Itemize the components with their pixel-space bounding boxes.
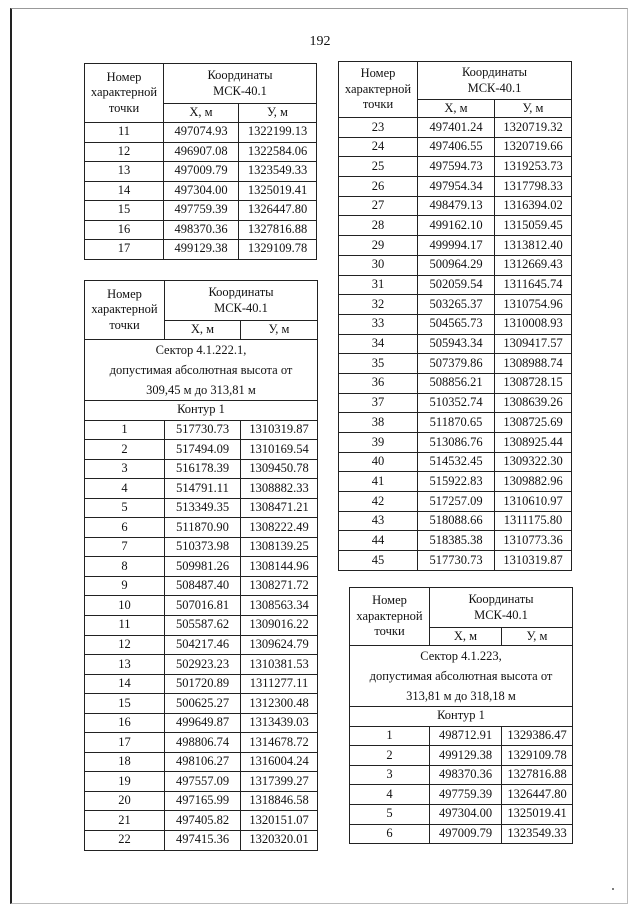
x-column-header: X, м xyxy=(165,321,241,340)
y-coordinate-cell: 1316004.24 xyxy=(241,752,318,772)
y-coordinate-cell: 1323549.33 xyxy=(502,824,573,844)
x-coordinate-cell: 497009.79 xyxy=(430,824,502,844)
y-coordinate-cell: 1323549.33 xyxy=(239,162,317,182)
y-coordinate-cell: 1327816.88 xyxy=(502,765,573,785)
point-number-cell: 34 xyxy=(339,334,418,354)
y-coordinate-cell: 1326447.80 xyxy=(502,785,573,805)
point-number-cell: 17 xyxy=(85,240,164,260)
x-coordinate-cell: 517730.73 xyxy=(165,420,241,440)
x-coordinate-cell: 497165.99 xyxy=(165,791,241,811)
x-coordinate-cell: 497594.73 xyxy=(418,157,495,177)
sector-caption xyxy=(85,340,318,401)
point-number-header: Номер характерной точки xyxy=(85,281,165,340)
y-coordinate-cell: 1309882.96 xyxy=(495,472,572,492)
y-coordinate-cell: 1312300.48 xyxy=(241,694,318,714)
x-coordinate-cell: 498479.13 xyxy=(418,196,495,216)
point-number-cell: 13 xyxy=(85,655,165,675)
table-row xyxy=(339,373,572,393)
point-number-cell: 6 xyxy=(85,518,165,538)
point-number-cell: 19 xyxy=(85,772,165,792)
contour-label: Контур 1 xyxy=(85,401,318,421)
table-row xyxy=(85,220,317,240)
x-coordinate-cell: 497557.09 xyxy=(165,772,241,792)
x-coordinate-cell: 517494.09 xyxy=(165,440,241,460)
y-column-header: У, м xyxy=(502,628,573,646)
coordinates-header: Координаты МСК-40.1 xyxy=(418,62,572,100)
table-row xyxy=(339,295,572,315)
table-row xyxy=(350,785,573,805)
x-coordinate-cell: 513086.76 xyxy=(418,433,495,453)
table-row xyxy=(85,655,318,675)
y-coordinate-cell: 1308563.34 xyxy=(241,596,318,616)
x-coordinate-cell: 504217.46 xyxy=(165,635,241,655)
y-column-header: У, м xyxy=(495,100,572,118)
y-coordinate-cell: 1308882.33 xyxy=(241,479,318,499)
table-row xyxy=(85,713,318,733)
point-number-cell: 21 xyxy=(85,811,165,831)
point-number-cell: 27 xyxy=(339,196,418,216)
point-number-cell: 45 xyxy=(339,551,418,571)
point-number-cell: 28 xyxy=(339,216,418,236)
point-number-cell: 41 xyxy=(339,472,418,492)
y-coordinate-cell: 1308271.72 xyxy=(241,576,318,596)
point-number-cell: 25 xyxy=(339,157,418,177)
x-coordinate-cell: 518088.66 xyxy=(418,511,495,531)
x-coordinate-cell: 497415.36 xyxy=(165,831,241,851)
table-row xyxy=(350,824,573,844)
sector-caption xyxy=(350,646,573,707)
y-coordinate-cell: 1329109.78 xyxy=(239,240,317,260)
x-coordinate-cell: 501720.89 xyxy=(165,674,241,694)
table-row xyxy=(85,694,318,714)
y-coordinate-cell: 1309450.78 xyxy=(241,459,318,479)
point-number-cell: 33 xyxy=(339,314,418,334)
y-coordinate-cell: 1325019.41 xyxy=(239,181,317,201)
point-number-cell: 40 xyxy=(339,452,418,472)
y-coordinate-cell: 1322584.06 xyxy=(239,142,317,162)
point-number-cell: 10 xyxy=(85,596,165,616)
coordinates-table-sector-4-1-222-1 xyxy=(84,280,318,851)
point-number-header: Номер характерной точки xyxy=(350,588,430,646)
point-number-cell: 14 xyxy=(85,674,165,694)
y-coordinate-cell: 1329386.47 xyxy=(502,726,573,746)
point-number-cell: 32 xyxy=(339,295,418,315)
y-coordinate-cell: 1320151.07 xyxy=(241,811,318,831)
coordinates-table-1 xyxy=(84,63,317,260)
x-column-header: X, м xyxy=(164,104,239,123)
table-row xyxy=(85,596,318,616)
x-coordinate-cell: 499162.10 xyxy=(418,216,495,236)
page-number: 192 xyxy=(309,34,331,49)
point-number-cell: 39 xyxy=(339,433,418,453)
point-number-cell: 18 xyxy=(85,752,165,772)
x-coordinate-cell: 517730.73 xyxy=(418,551,495,571)
x-coordinate-cell: 496907.08 xyxy=(164,142,239,162)
table-row xyxy=(339,531,572,551)
y-coordinate-cell: 1325019.41 xyxy=(502,804,573,824)
point-number-cell: 14 xyxy=(85,181,164,201)
point-number-cell: 8 xyxy=(85,557,165,577)
point-number-cell: 2 xyxy=(350,746,430,766)
point-number-cell: 5 xyxy=(350,804,430,824)
contour-label: Контур 1 xyxy=(350,707,573,727)
x-coordinate-cell: 514791.11 xyxy=(165,479,241,499)
x-coordinate-cell: 497009.79 xyxy=(164,162,239,182)
x-coordinate-cell: 516178.39 xyxy=(165,459,241,479)
y-coordinate-cell: 1317399.27 xyxy=(241,772,318,792)
point-number-cell: 24 xyxy=(339,137,418,157)
y-coordinate-cell: 1308925.44 xyxy=(495,433,572,453)
x-coordinate-cell: 514532.45 xyxy=(418,452,495,472)
point-number-cell: 4 xyxy=(350,785,430,805)
y-coordinate-cell: 1319253.73 xyxy=(495,157,572,177)
point-number-cell: 23 xyxy=(339,118,418,138)
sector-caption-line: допустимая абсолютная высота от xyxy=(109,363,293,377)
table-row xyxy=(339,216,572,236)
x-coordinate-cell: 510373.98 xyxy=(165,537,241,557)
table-row xyxy=(85,240,317,260)
contour-row xyxy=(350,707,573,727)
point-number-cell: 16 xyxy=(85,713,165,733)
sector-caption-row xyxy=(350,646,573,707)
y-coordinate-cell: 1309624.79 xyxy=(241,635,318,655)
point-number-cell: 6 xyxy=(350,824,430,844)
y-coordinate-cell: 1318846.58 xyxy=(241,791,318,811)
point-number-cell: 29 xyxy=(339,236,418,256)
table-row xyxy=(85,518,318,538)
point-number-cell: 26 xyxy=(339,177,418,197)
sector-caption-line: Сектор 4.1.223, xyxy=(420,649,502,663)
table-row xyxy=(85,181,317,201)
x-coordinate-cell: 498806.74 xyxy=(165,733,241,753)
x-coordinate-cell: 497304.00 xyxy=(164,181,239,201)
x-coordinate-cell: 497759.39 xyxy=(430,785,502,805)
x-coordinate-cell: 502059.54 xyxy=(418,275,495,295)
sector-caption-row xyxy=(85,340,318,401)
y-column-header: У, м xyxy=(241,321,318,340)
y-coordinate-cell: 1308144.96 xyxy=(241,557,318,577)
table-row xyxy=(85,440,318,460)
y-coordinate-cell: 1313812.40 xyxy=(495,236,572,256)
y-coordinate-cell: 1326447.80 xyxy=(239,201,317,221)
y-coordinate-cell: 1312669.43 xyxy=(495,255,572,275)
coordinates-table-sector-4-1-223 xyxy=(349,587,573,844)
table-row xyxy=(350,765,573,785)
x-coordinate-cell: 498370.36 xyxy=(430,765,502,785)
x-column-header: X, м xyxy=(418,100,495,118)
x-coordinate-cell: 498370.36 xyxy=(164,220,239,240)
x-coordinate-cell: 515922.83 xyxy=(418,472,495,492)
y-coordinate-cell: 1310754.96 xyxy=(495,295,572,315)
x-coordinate-cell: 503265.37 xyxy=(418,295,495,315)
x-coordinate-cell: 508487.40 xyxy=(165,576,241,596)
y-coordinate-cell: 1315059.45 xyxy=(495,216,572,236)
point-number-cell: 12 xyxy=(85,142,164,162)
point-number-cell: 3 xyxy=(350,765,430,785)
x-coordinate-cell: 500625.27 xyxy=(165,694,241,714)
x-coordinate-cell: 518385.38 xyxy=(418,531,495,551)
x-coordinate-cell: 497406.55 xyxy=(418,137,495,157)
point-number-header: Номер характерной точки xyxy=(85,64,164,123)
table-row xyxy=(85,733,318,753)
x-coordinate-cell: 498106.27 xyxy=(165,752,241,772)
y-coordinate-cell: 1309322.30 xyxy=(495,452,572,472)
y-coordinate-cell: 1310008.93 xyxy=(495,314,572,334)
y-coordinate-cell: 1311277.11 xyxy=(241,674,318,694)
table-row xyxy=(339,354,572,374)
table-row xyxy=(339,157,572,177)
y-coordinate-cell: 1310319.87 xyxy=(241,420,318,440)
table-row xyxy=(339,137,572,157)
table-row xyxy=(85,791,318,811)
table-row xyxy=(339,255,572,275)
coordinates-table-2 xyxy=(338,61,572,571)
table-row xyxy=(339,196,572,216)
point-number-cell: 30 xyxy=(339,255,418,275)
y-coordinate-cell: 1308471.21 xyxy=(241,498,318,518)
y-coordinate-cell: 1310610.97 xyxy=(495,492,572,512)
point-number-cell: 5 xyxy=(85,498,165,518)
table-row xyxy=(339,433,572,453)
table-row xyxy=(339,452,572,472)
x-coordinate-cell: 508856.21 xyxy=(418,373,495,393)
point-number-cell: 37 xyxy=(339,393,418,413)
x-coordinate-cell: 499994.17 xyxy=(418,236,495,256)
y-coordinate-cell: 1308725.69 xyxy=(495,413,572,433)
y-coordinate-cell: 1310773.36 xyxy=(495,531,572,551)
y-coordinate-cell: 1310169.54 xyxy=(241,440,318,460)
contour-row xyxy=(85,401,318,421)
table-row xyxy=(339,275,572,295)
point-number-cell: 43 xyxy=(339,511,418,531)
table-row xyxy=(85,557,318,577)
y-coordinate-cell: 1320320.01 xyxy=(241,831,318,851)
point-number-cell: 38 xyxy=(339,413,418,433)
x-coordinate-cell: 502923.23 xyxy=(165,655,241,675)
y-coordinate-cell: 1310381.53 xyxy=(241,655,318,675)
table-row xyxy=(339,236,572,256)
table-row xyxy=(339,551,572,571)
x-coordinate-cell: 497405.82 xyxy=(165,811,241,831)
x-coordinate-cell: 513349.35 xyxy=(165,498,241,518)
point-number-cell: 13 xyxy=(85,162,164,182)
x-coordinate-cell: 511870.90 xyxy=(165,518,241,538)
point-number-cell: 9 xyxy=(85,576,165,596)
y-coordinate-cell: 1308639.26 xyxy=(495,393,572,413)
y-coordinate-cell: 1313439.03 xyxy=(241,713,318,733)
point-number-cell: 1 xyxy=(85,420,165,440)
table-row xyxy=(339,472,572,492)
table-row xyxy=(339,393,572,413)
x-coordinate-cell: 507016.81 xyxy=(165,596,241,616)
y-coordinate-cell: 1311175.80 xyxy=(495,511,572,531)
x-coordinate-cell: 497304.00 xyxy=(430,804,502,824)
table-row xyxy=(339,177,572,197)
y-coordinate-cell: 1309417.57 xyxy=(495,334,572,354)
table-row xyxy=(85,616,318,636)
y-coordinate-cell: 1309016.22 xyxy=(241,616,318,636)
table-row xyxy=(350,804,573,824)
table-row xyxy=(85,674,318,694)
y-coordinate-cell: 1322199.13 xyxy=(239,123,317,143)
table-row xyxy=(339,492,572,512)
x-coordinate-cell: 499129.38 xyxy=(164,240,239,260)
point-number-cell: 11 xyxy=(85,123,164,143)
x-coordinate-cell: 498712.91 xyxy=(430,726,502,746)
coordinates-header: Координаты МСК-40.1 xyxy=(164,64,317,104)
y-coordinate-cell: 1327816.88 xyxy=(239,220,317,240)
y-coordinate-cell: 1308988.74 xyxy=(495,354,572,374)
table-row xyxy=(85,537,318,557)
point-number-cell: 3 xyxy=(85,459,165,479)
table-row xyxy=(85,576,318,596)
y-coordinate-cell: 1308139.25 xyxy=(241,537,318,557)
x-coordinate-cell: 511870.65 xyxy=(418,413,495,433)
x-coordinate-cell: 497074.93 xyxy=(164,123,239,143)
y-coordinate-cell: 1308728.15 xyxy=(495,373,572,393)
point-number-cell: 15 xyxy=(85,201,164,221)
point-number-cell: 44 xyxy=(339,531,418,551)
sector-caption-line: Сектор 4.1.222.1, xyxy=(155,343,247,357)
y-coordinate-cell: 1311645.74 xyxy=(495,275,572,295)
y-coordinate-cell: 1317798.33 xyxy=(495,177,572,197)
table-row xyxy=(339,413,572,433)
x-coordinate-cell: 505587.62 xyxy=(165,616,241,636)
x-coordinate-cell: 497954.34 xyxy=(418,177,495,197)
coordinates-header: Координаты МСК-40.1 xyxy=(430,588,573,628)
table-row xyxy=(350,726,573,746)
y-column-header: У, м xyxy=(239,104,317,123)
table-row xyxy=(339,314,572,334)
y-coordinate-cell: 1320719.32 xyxy=(495,118,572,138)
coordinates-header: Координаты МСК-40.1 xyxy=(165,281,318,321)
x-coordinate-cell: 497401.24 xyxy=(418,118,495,138)
point-number-cell: 35 xyxy=(339,354,418,374)
x-coordinate-cell: 500964.29 xyxy=(418,255,495,275)
y-coordinate-cell: 1320719.66 xyxy=(495,137,572,157)
x-coordinate-cell: 517257.09 xyxy=(418,492,495,512)
point-number-cell: 15 xyxy=(85,694,165,714)
table-row xyxy=(85,635,318,655)
y-coordinate-cell: 1310319.87 xyxy=(495,551,572,571)
sector-caption-line: допустимая абсолютная высота от xyxy=(369,669,553,683)
x-coordinate-cell: 499129.38 xyxy=(430,746,502,766)
x-coordinate-cell: 510352.74 xyxy=(418,393,495,413)
x-coordinate-cell: 499649.87 xyxy=(165,713,241,733)
table-row xyxy=(85,459,318,479)
table-row xyxy=(85,831,318,851)
x-coordinate-cell: 509981.26 xyxy=(165,557,241,577)
table-row xyxy=(339,511,572,531)
point-number-cell: 7 xyxy=(85,537,165,557)
x-column-header: X, м xyxy=(430,628,502,646)
x-coordinate-cell: 507379.86 xyxy=(418,354,495,374)
x-coordinate-cell: 497759.39 xyxy=(164,201,239,221)
table-row xyxy=(339,118,572,138)
point-number-cell: 16 xyxy=(85,220,164,240)
x-coordinate-cell: 505943.34 xyxy=(418,334,495,354)
point-number-cell: 1 xyxy=(350,726,430,746)
table-row xyxy=(85,142,317,162)
sector-caption-line: 313,81 м до 318,18 м xyxy=(406,689,516,703)
point-number-cell: 31 xyxy=(339,275,418,295)
sector-caption-line: 309,45 м до 313,81 м xyxy=(146,383,256,397)
table-row xyxy=(350,746,573,766)
point-number-cell: 4 xyxy=(85,479,165,499)
point-number-cell: 20 xyxy=(85,791,165,811)
table-row xyxy=(85,498,318,518)
y-coordinate-cell: 1329109.78 xyxy=(502,746,573,766)
point-number-cell: 11 xyxy=(85,616,165,636)
point-number-header: Номер характерной точки xyxy=(339,62,418,118)
table-row xyxy=(85,811,318,831)
table-row xyxy=(85,123,317,143)
point-number-cell: 22 xyxy=(85,831,165,851)
y-coordinate-cell: 1308222.49 xyxy=(241,518,318,538)
table-row xyxy=(339,334,572,354)
table-row xyxy=(85,420,318,440)
scan-speck xyxy=(612,888,614,890)
point-number-cell: 17 xyxy=(85,733,165,753)
point-number-cell: 2 xyxy=(85,440,165,460)
y-coordinate-cell: 1314678.72 xyxy=(241,733,318,753)
x-coordinate-cell: 504565.73 xyxy=(418,314,495,334)
point-number-cell: 42 xyxy=(339,492,418,512)
table-row xyxy=(85,162,317,182)
table-row xyxy=(85,752,318,772)
table-row xyxy=(85,479,318,499)
table-row xyxy=(85,772,318,792)
point-number-cell: 36 xyxy=(339,373,418,393)
point-number-cell: 12 xyxy=(85,635,165,655)
table-row xyxy=(85,201,317,221)
y-coordinate-cell: 1316394.02 xyxy=(495,196,572,216)
